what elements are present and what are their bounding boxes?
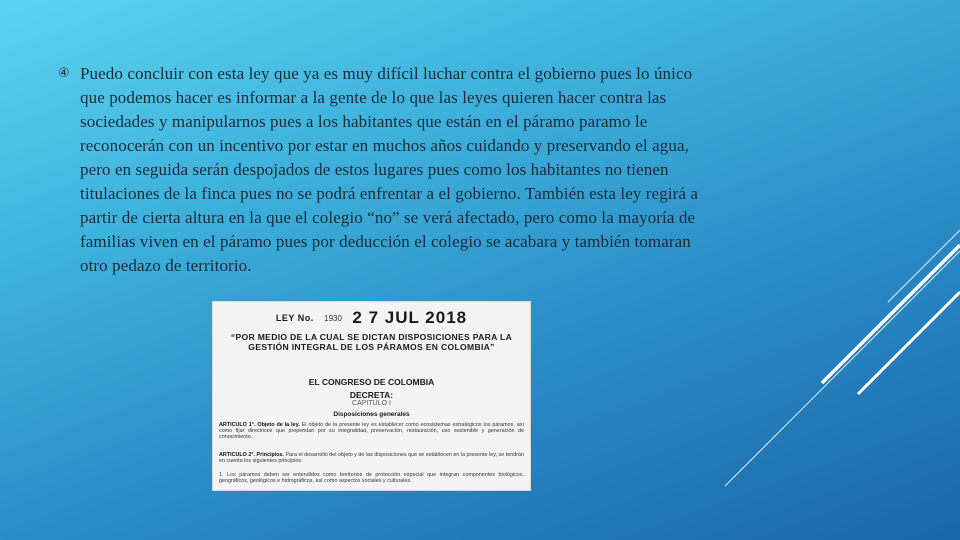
article-1-heading: ARTICULO 1°. Objeto de la ley. [219, 422, 300, 428]
deco-line [858, 292, 960, 394]
deco-line [725, 251, 960, 486]
law-document-image [213, 302, 530, 490]
article-1 [219, 422, 524, 441]
law-number: 1930 [324, 313, 342, 323]
law-header [213, 308, 530, 332]
law-date-stamp: 2 7 JUL 2018 [352, 308, 468, 327]
article-2-text: Para el desarrollo del objeto y de las disposiciones que se establecen en la presente ley, se tendrán en cuenta los siguientes principios: [219, 452, 524, 465]
law-title: “POR MEDIO DE LA CUAL SE DICTAN DISPOSICIONES PARA LA GESTIÓN INTEGRAL DE LOS PÁRAMOS EN COLOMBIA” [230, 332, 513, 352]
congress-heading: EL CONGRESO DE COLOMBIA [308, 377, 435, 387]
conclusion-paragraph: Puedo concluir con esta ley que ya es muy difícil luchar contra el gobierno pues lo único que podemos hacer es informar a la gente de lo que las leyes quieren hacer contra las sociedades y manipularnos pues a los habitantes que están en el páramo paramo le reconocerán con un incentivo por estar en muchos años cuidando y preservando el agua, pero en seguida serán despojados de estos lugares pues como los habitantes no tienen titulaciones de la finca pues no se podrá enfrentar a el gobierno. También esta ley regirá a partir de cierta altura en la que el colegio “no” se verá afectado, pero como la mayoría de familias viven en el páramo pues por deducción el colegio se acabara y también tomaran otro pedazo de territorio. [80, 64, 699, 275]
general-provisions-heading: Disposiciones generales [333, 411, 410, 418]
chapter-heading: CAPITULO I [352, 400, 391, 407]
deco-line [822, 245, 960, 383]
decree-heading: DECRETA: [349, 390, 394, 400]
bullet-paragraph [58, 62, 718, 278]
article-2-heading: ARTICULO 2°. Principios. [219, 452, 285, 458]
article-1-text: El objeto de la presente ley es establecer como ecosistemas estratégicos los páramos, así como fijar directrices que propendan por su integralidad, preservación, restauración, uso sostenible y generación de conocimiento. [219, 422, 525, 441]
article-2-item: 1. Los páramos deben ser entendidos como territorios de protección especial que integran componentes biológicos, geográficos, geológicos e hidrográficos, así como aspectos sociales y culturales. [219, 472, 524, 485]
article-2 [219, 452, 524, 464]
law-label: LEY No. [275, 313, 314, 323]
circled-number-bullet-icon: ④ [58, 66, 70, 81]
deco-line [888, 230, 960, 302]
